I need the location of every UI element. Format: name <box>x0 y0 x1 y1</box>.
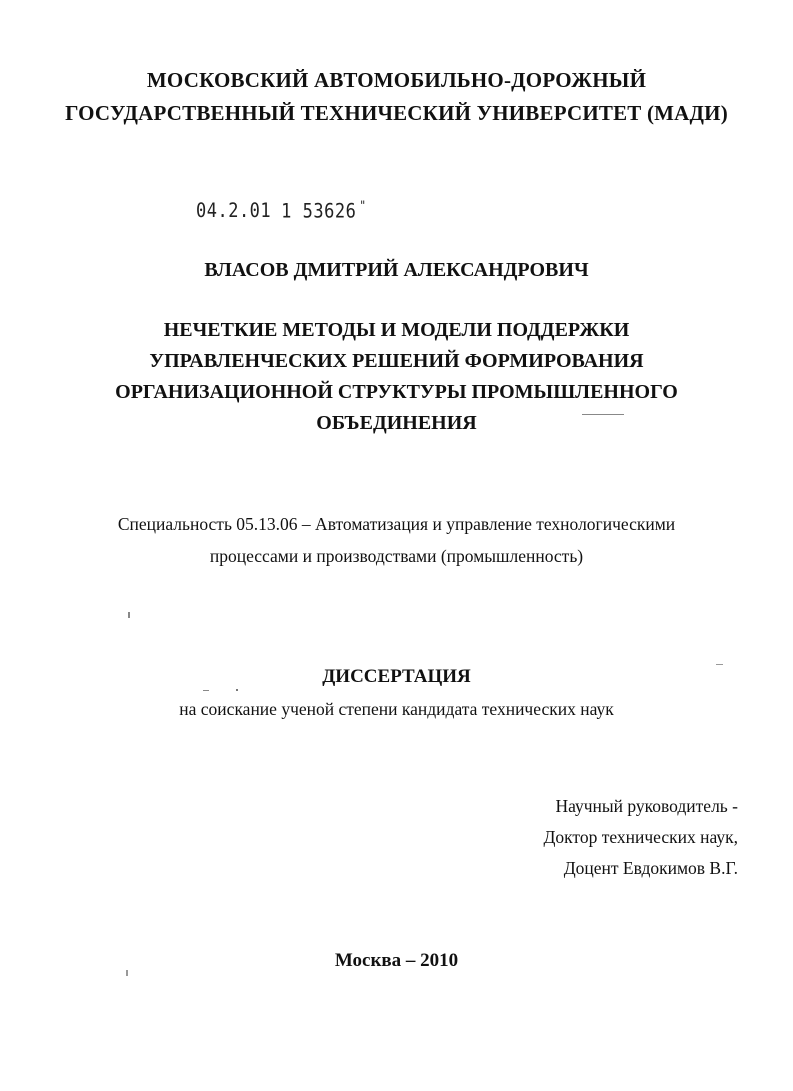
university-name-line-1: МОСКОВСКИЙ АВТОМОБИЛЬНО-ДОРОЖНЫЙ <box>146 68 647 92</box>
stamp-number: 1 53626 <box>281 199 357 223</box>
specialty-line-1: Специальность 05.13.06 – Автоматизация и управление технологическими <box>117 514 676 534</box>
university-name-line-2: ГОСУДАРСТВЕННЫЙ ТЕХНИЧЕСКИЙ УНИВЕРСИТЕТ (МАДИ) <box>65 101 728 125</box>
stamp-mark: " <box>359 198 367 213</box>
title-line-3: ОРГАНИЗАЦИОННОЙ СТРУКТУРЫ ПРОМЫШЛЕННОГО <box>115 381 678 403</box>
title-line-2: УПРАВЛЕНЧЕСКИХ РЕШЕНИЙ ФОРМИРОВАНИЯ <box>149 350 644 372</box>
city-year: Москва – 2010 <box>334 950 459 971</box>
scan-artifact <box>582 414 624 415</box>
scan-artifact <box>236 689 238 691</box>
university-name <box>0 64 793 130</box>
scan-artifact <box>128 612 130 618</box>
supervisor-line-2: Доктор технических наук, <box>543 827 738 847</box>
supervisor-line-1: Научный руководитель - <box>555 796 738 816</box>
dissertation-heading: ДИССЕРТАЦИЯ <box>322 666 471 687</box>
title-line-4: ОБЪЕДИНЕНИЯ <box>316 412 477 434</box>
author-name: ВЛАСОВ ДМИТРИЙ АЛЕКСАНДРОВИЧ <box>204 259 589 281</box>
specialty <box>0 508 793 572</box>
degree-line: на соискание ученой степени кандидата технических наук <box>179 699 614 719</box>
scan-artifact <box>716 664 723 665</box>
specialty-line-2: процессами и производствами (промышленность) <box>209 546 584 566</box>
dissertation-title <box>0 315 793 439</box>
stamp-code: 04.2.01 <box>196 199 272 223</box>
supervisor-block <box>543 791 738 884</box>
library-stamp <box>196 198 366 223</box>
title-line-1: НЕЧЕТКИЕ МЕТОДЫ И МОДЕЛИ ПОДДЕРЖКИ <box>163 319 630 341</box>
supervisor-line-3: Доцент Евдокимов В.Г. <box>563 858 738 878</box>
scan-artifact <box>203 690 209 691</box>
scan-artifact <box>126 970 128 976</box>
